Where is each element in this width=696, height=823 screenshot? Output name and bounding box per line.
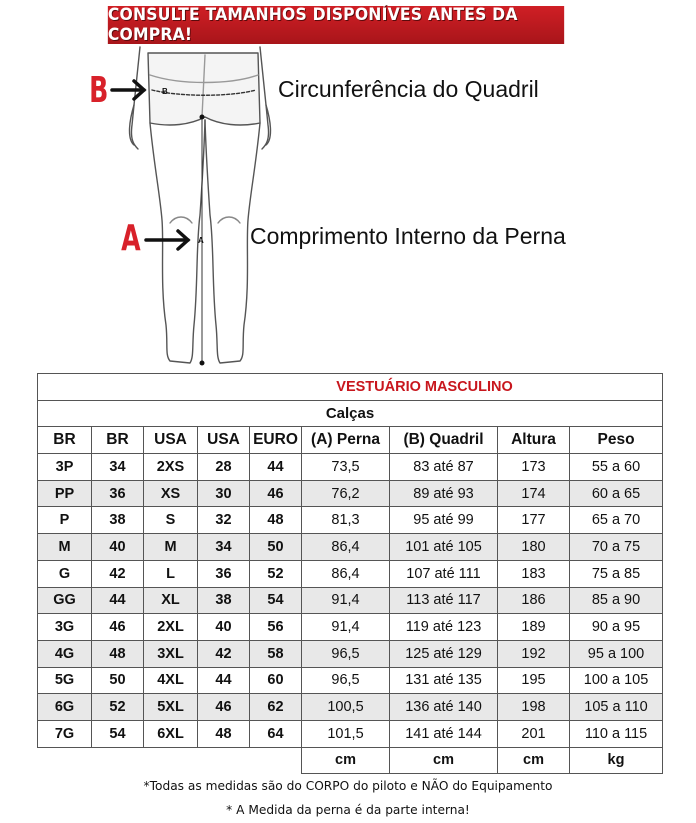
header-cell: (B) Quadril <box>390 427 498 454</box>
table-cell: 5G <box>38 667 92 694</box>
table-cell: 201 <box>498 720 570 747</box>
table-cell: 119 até 123 <box>390 614 498 641</box>
table-cell: 44 <box>92 587 144 614</box>
header-cell: USA <box>198 427 250 454</box>
table-cell: 44 <box>198 667 250 694</box>
table-cell: 75 a 85 <box>570 560 663 587</box>
inseam-length-caption: Comprimento Interno da Perna <box>250 223 566 249</box>
table-cell: GG <box>38 587 92 614</box>
table-cell: 32 <box>198 507 250 534</box>
table-cell: 44 <box>250 454 302 481</box>
table-cell: 83 até 87 <box>390 454 498 481</box>
table-cell: 180 <box>498 534 570 561</box>
table-cell: 101,5 <box>302 720 390 747</box>
size-table <box>37 373 663 774</box>
table-cell: M <box>144 534 198 561</box>
body-measurement-illustration <box>110 45 300 370</box>
table-cell: 73,5 <box>302 454 390 481</box>
table-cell: 100 a 105 <box>570 667 663 694</box>
marker-letter-b: B <box>89 70 109 111</box>
size-warning-banner: CONSULTE TAMANHOS DISPONÍVES ANTES DA COMPRA! <box>108 6 564 44</box>
table-row <box>38 720 663 747</box>
table-row <box>38 614 663 641</box>
table-cell: S <box>144 507 198 534</box>
table-cell: 42 <box>92 560 144 587</box>
units-blank-cell <box>38 747 92 774</box>
table-row <box>38 694 663 721</box>
table-cell: 46 <box>250 480 302 507</box>
table-cell: 105 a 110 <box>570 694 663 721</box>
arrow-b <box>112 81 144 99</box>
table-row <box>38 534 663 561</box>
table-cell: 95 a 100 <box>570 640 663 667</box>
table-cell: 5XL <box>144 694 198 721</box>
table-cell: 56 <box>250 614 302 641</box>
table-cell: 70 a 75 <box>570 534 663 561</box>
table-cell: 3P <box>38 454 92 481</box>
size-chart <box>37 373 662 774</box>
table-cell: M <box>38 534 92 561</box>
table-cell: 76,2 <box>302 480 390 507</box>
table-cell: 50 <box>92 667 144 694</box>
table-cell: 183 <box>498 560 570 587</box>
table-cell: 141 até 144 <box>390 720 498 747</box>
unit-cell: cm <box>390 747 498 774</box>
table-cell: 192 <box>498 640 570 667</box>
table-row <box>38 640 663 667</box>
table-cell: 91,4 <box>302 587 390 614</box>
table-cell: P <box>38 507 92 534</box>
table-cell: XL <box>144 587 198 614</box>
table-row <box>38 480 663 507</box>
table-cell: L <box>144 560 198 587</box>
table-cell: 2XL <box>144 614 198 641</box>
table-cell: 6G <box>38 694 92 721</box>
table-cell: 3G <box>38 614 92 641</box>
table-cell: 101 até 105 <box>390 534 498 561</box>
table-cell: 136 até 140 <box>390 694 498 721</box>
table-cell: 107 até 111 <box>390 560 498 587</box>
table-cell: 46 <box>198 694 250 721</box>
table-cell: 50 <box>250 534 302 561</box>
table-cell: 85 a 90 <box>570 587 663 614</box>
table-cell: 54 <box>250 587 302 614</box>
table-cell: 91,4 <box>302 614 390 641</box>
table-row <box>38 454 663 481</box>
table-cell: 89 até 93 <box>390 480 498 507</box>
table-cell: 34 <box>198 534 250 561</box>
table-cell: 48 <box>92 640 144 667</box>
table-cell: 100,5 <box>302 694 390 721</box>
table-cell: 173 <box>498 454 570 481</box>
table-cell: 96,5 <box>302 667 390 694</box>
table-cell: 38 <box>92 507 144 534</box>
table-cell: PP <box>38 480 92 507</box>
table-cell: 125 até 129 <box>390 640 498 667</box>
arrow-a <box>146 231 188 249</box>
unit-cell: kg <box>570 747 663 774</box>
table-cell: 58 <box>250 640 302 667</box>
table-cell: 55 a 60 <box>570 454 663 481</box>
unit-cell: cm <box>498 747 570 774</box>
table-cell: 38 <box>198 587 250 614</box>
table-cell: XS <box>144 480 198 507</box>
table-subtitle: Calças <box>38 400 663 427</box>
table-cell: 4G <box>38 640 92 667</box>
table-cell: 48 <box>250 507 302 534</box>
table-cell: 36 <box>198 560 250 587</box>
header-cell: (A) Perna <box>302 427 390 454</box>
header-row <box>38 427 663 454</box>
table-cell: 113 até 117 <box>390 587 498 614</box>
table-cell: 174 <box>498 480 570 507</box>
table-cell: 28 <box>198 454 250 481</box>
units-row <box>38 747 663 774</box>
hip-circumference-caption: Circunferência do Quadril <box>278 76 539 102</box>
units-blank-cell <box>198 747 250 774</box>
table-cell: 131 até 135 <box>390 667 498 694</box>
point-b-label: B <box>162 87 168 96</box>
table-cell: 46 <box>92 614 144 641</box>
body-measurement-note: *Todas as medidas são do CORPO do piloto e NÃO do Equipamento <box>143 779 553 793</box>
table-cell: 6XL <box>144 720 198 747</box>
table-cell: 42 <box>198 640 250 667</box>
table-row <box>38 560 663 587</box>
header-cell: Peso <box>570 427 663 454</box>
table-cell: 186 <box>498 587 570 614</box>
table-cell: 36 <box>92 480 144 507</box>
header-cell: BR <box>92 427 144 454</box>
table-cell: 60 a 65 <box>570 480 663 507</box>
table-cell: 54 <box>92 720 144 747</box>
table-cell: G <box>38 560 92 587</box>
table-row <box>38 667 663 694</box>
table-cell: 189 <box>498 614 570 641</box>
table-cell: 2XS <box>144 454 198 481</box>
table-cell: 65 a 70 <box>570 507 663 534</box>
table-cell: 30 <box>198 480 250 507</box>
marker-letter-a: A <box>121 218 141 259</box>
table-cell: 95 até 99 <box>390 507 498 534</box>
header-cell: BR <box>38 427 92 454</box>
table-row <box>38 507 663 534</box>
table-cell: 62 <box>250 694 302 721</box>
table-cell: 64 <box>250 720 302 747</box>
table-cell: 4XL <box>144 667 198 694</box>
table-cell: 110 a 115 <box>570 720 663 747</box>
unit-cell: cm <box>302 747 390 774</box>
table-cell: 86,4 <box>302 560 390 587</box>
header-cell: EURO <box>250 427 302 454</box>
table-cell: 96,5 <box>302 640 390 667</box>
table-title: VESTUÁRIO MASCULINO <box>38 374 663 401</box>
table-cell: 52 <box>92 694 144 721</box>
units-blank-cell <box>92 747 144 774</box>
table-row <box>38 587 663 614</box>
table-cell: 86,4 <box>302 534 390 561</box>
table-cell: 198 <box>498 694 570 721</box>
table-cell: 7G <box>38 720 92 747</box>
table-cell: 52 <box>250 560 302 587</box>
header-cell: USA <box>144 427 198 454</box>
table-cell: 195 <box>498 667 570 694</box>
table-cell: 40 <box>198 614 250 641</box>
point-a-label: A <box>198 236 204 245</box>
table-cell: 81,3 <box>302 507 390 534</box>
table-cell: 48 <box>198 720 250 747</box>
units-blank-cell <box>144 747 198 774</box>
table-cell: 60 <box>250 667 302 694</box>
inseam-note: * A Medida da perna é da parte interna! <box>226 803 470 817</box>
table-cell: 34 <box>92 454 144 481</box>
table-cell: 177 <box>498 507 570 534</box>
table-cell: 40 <box>92 534 144 561</box>
table-cell: 3XL <box>144 640 198 667</box>
table-cell: 90 a 95 <box>570 614 663 641</box>
header-cell: Altura <box>498 427 570 454</box>
units-blank-cell <box>250 747 302 774</box>
